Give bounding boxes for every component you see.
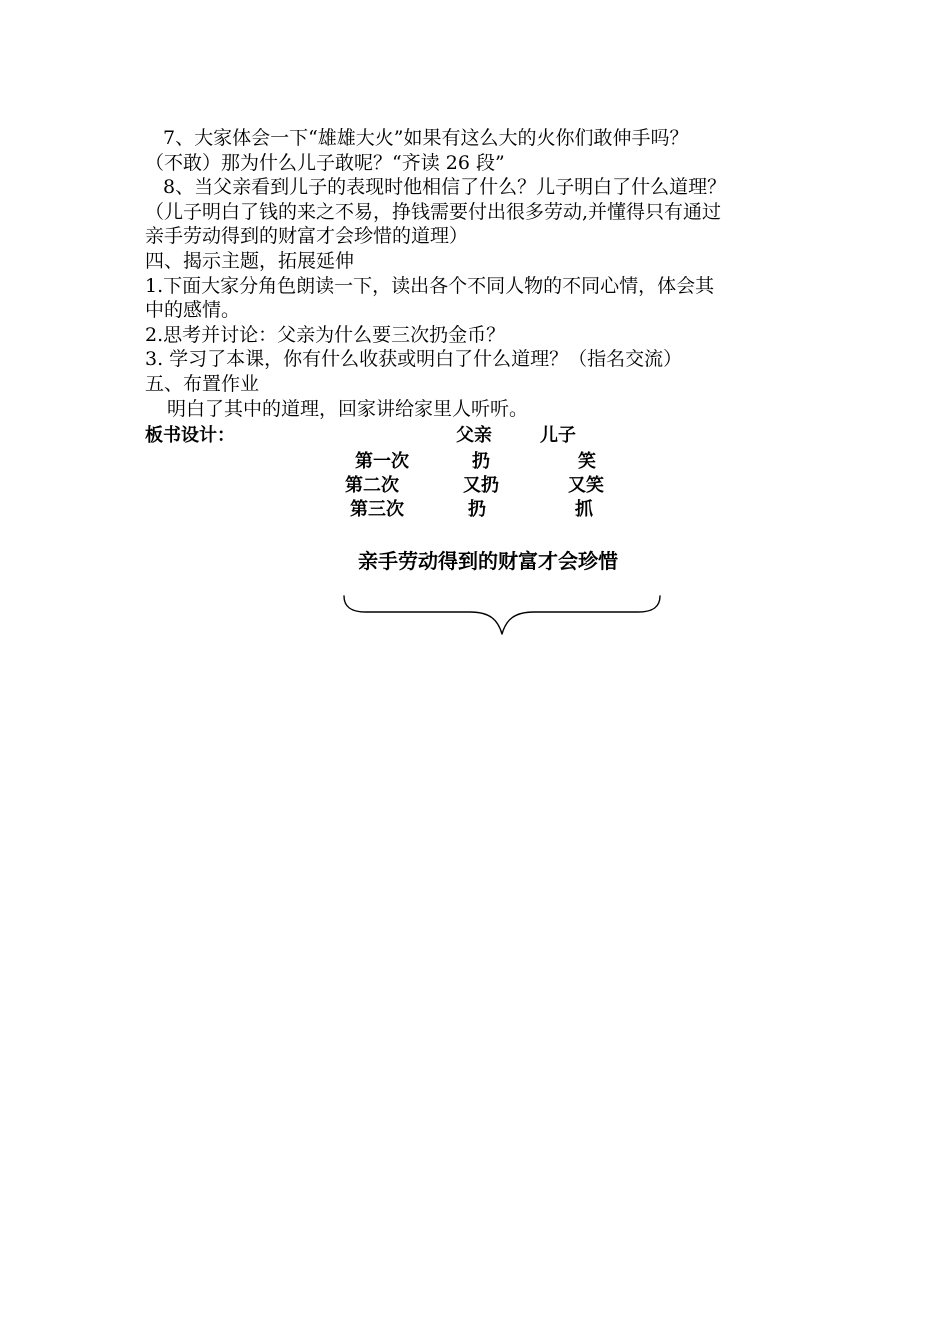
list-item-1-cont: 中的感情。 xyxy=(145,299,241,321)
board-row-father: 扔 xyxy=(472,451,490,472)
board-summary: 亲手劳动得到的财富才会珍惜 xyxy=(358,549,618,573)
paragraph-line-8-cont-1: （儿子明白了钱的来之不易，挣钱需要付出很多劳动,并懂得只有通过 xyxy=(145,201,722,223)
board-row-father: 扔 xyxy=(468,499,486,520)
board-row-son: 笑 xyxy=(578,451,596,472)
paragraph-line-8: 8、当父亲看到儿子的表现时他相信了什么？儿子明白了什么道理？ xyxy=(163,176,727,198)
section-heading-5: 五、布置作业 xyxy=(145,373,260,395)
list-item-2: 2.思考并讨论：父亲为什么要三次扔金币？ xyxy=(145,324,506,346)
section-heading-4: 四、揭示主题，拓展延伸 xyxy=(145,250,355,272)
board-row-son: 抓 xyxy=(575,499,593,520)
board-row-label: 第一次 xyxy=(355,451,409,472)
curly-brace-icon xyxy=(340,592,666,640)
paragraph-line-7-cont: （不敢）那为什么儿子敢呢？“齐读 26 段” xyxy=(145,152,505,174)
board-row-label: 第二次 xyxy=(345,475,399,496)
list-item-1: 1.下面大家分角色朗读一下，读出各个不同人物的不同心情，体会其 xyxy=(145,275,715,297)
board-header-father: 父亲 xyxy=(456,425,492,446)
list-item-3: 3. 学习了本课，你有什么收获或明白了什么道理？（指名交流） xyxy=(145,348,683,370)
board-row-father: 又扔 xyxy=(463,475,499,496)
board-row-son: 又笑 xyxy=(568,475,604,496)
board-design-label: 板书设计： xyxy=(145,425,235,446)
homework-text: 明白了其中的道理，回家讲给家里人听听。 xyxy=(167,398,529,420)
board-header-son: 儿子 xyxy=(540,425,576,446)
paragraph-line-7: 7、大家体会一下“雄雄大火”如果有这么大的火你们敢伸手吗？ xyxy=(163,127,689,149)
board-row-label: 第三次 xyxy=(350,499,404,520)
paragraph-line-8-cont-2: 亲手劳动得到的财富才会珍惜的道理） xyxy=(145,225,469,247)
